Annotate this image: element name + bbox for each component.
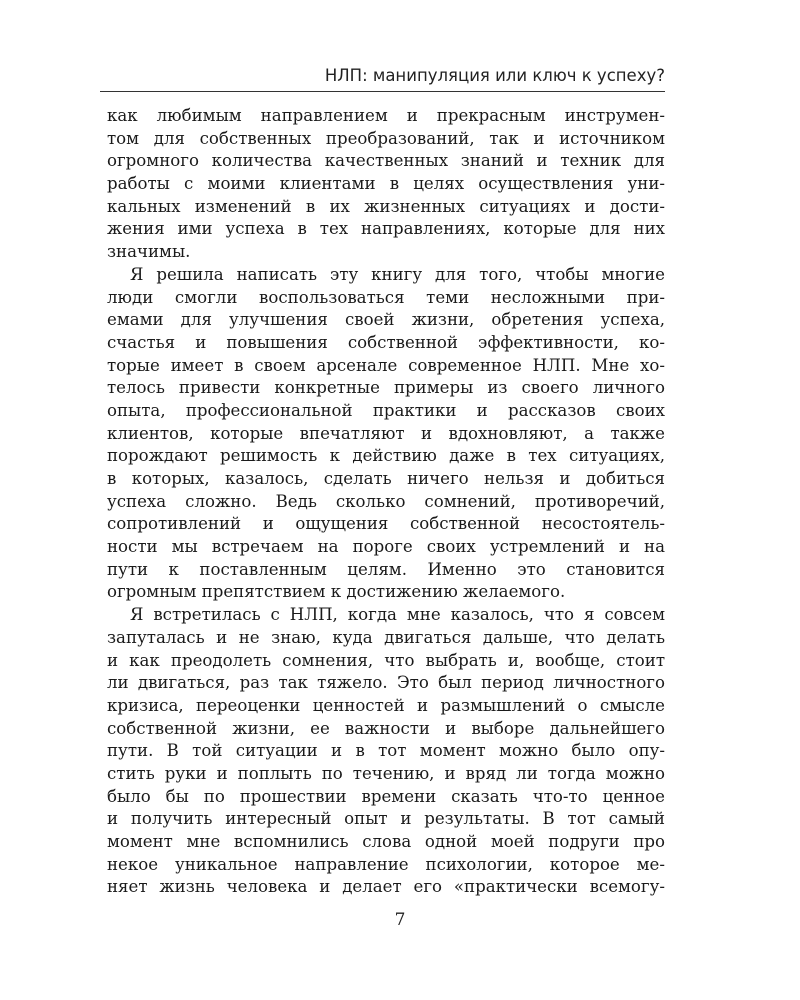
text-line: как любимым направлением и прекрасным инструмен- bbox=[107, 106, 665, 125]
text-line: в которых, казалось, сделать ничего нельзя и добиться bbox=[107, 469, 665, 488]
text-line: сопротивлений и ощущения собственной несостоятель- bbox=[107, 514, 665, 534]
text-line: счастья и повышения собственной эффективности, ко- bbox=[107, 332, 665, 352]
text-line: и получить интересный опыт и результаты. В тот самый bbox=[107, 809, 665, 829]
text-line: кризиса, переоценки ценностей и размышлений о смысле bbox=[107, 695, 665, 715]
text-line: порождают решимость к действию даже в тех ситуациях, bbox=[107, 446, 665, 466]
text-line: люди смогли воспользоваться теми несложными при- bbox=[107, 287, 665, 307]
text-line: Я встретилась с НЛП, когда мне казалось, что я совсем bbox=[130, 605, 665, 625]
text-line: кальных изменений в их жизненных ситуациях и дости- bbox=[107, 196, 665, 216]
text-line: няет жизнь человека и делает его «практически всемогу- bbox=[107, 877, 665, 897]
text-line: огромного количества качественных знаний и техник для bbox=[107, 151, 665, 171]
text-line: ли двигаться, раз так тяжело. Это был период личностного bbox=[107, 673, 665, 693]
text-line: емами для улучшения своей жизни, обретения успеха, bbox=[107, 310, 665, 330]
text-line: стить руки и поплыть по течению, и вряд ли тогда можно bbox=[107, 763, 665, 783]
text-line: работы с моими клиентами в целях осуществления уни- bbox=[107, 174, 665, 194]
text-line: пути к поставленным целям. Именно это становится bbox=[107, 559, 665, 579]
text-line: значимы. bbox=[107, 242, 191, 262]
text-line: некое уникальное направление психологии, которое ме- bbox=[107, 854, 665, 874]
text-line: жения ими успеха в тех направлениях, которые для них bbox=[107, 219, 665, 239]
text-line: и как преодолеть сомнения, что выбрать и, вообще, стоит bbox=[107, 650, 665, 670]
running-head: НЛП: манипуляция или ключ к успеху? bbox=[324, 66, 665, 85]
text-line: ности мы встречаем на пороге своих устремлений и на bbox=[107, 537, 665, 557]
text-line: опыта, профессиональной практики и рассказов своих bbox=[107, 400, 665, 420]
text-line: успеха сложно. Ведь сколько сомнений, противоречий, bbox=[107, 491, 665, 511]
text-line: торые имеет в своем арсенале современное НЛП. Мне хо- bbox=[107, 355, 665, 375]
header-rule bbox=[100, 91, 665, 92]
text-line: Я решила написать эту книгу для того, чтобы многие bbox=[130, 264, 665, 284]
page-body bbox=[107, 105, 665, 899]
text-line: клиентов, которые впечатляют и вдохновляют, а также bbox=[107, 423, 665, 443]
text-line: огромным препятствием к достижению желаемого. bbox=[107, 582, 566, 602]
text-line: было бы по прошествии времени сказать что-то ценное bbox=[107, 786, 665, 806]
text-line: телось привести конкретные примеры из своего личного bbox=[107, 378, 665, 398]
text-line: запуталась и не знаю, куда двигаться дальше, что делать bbox=[107, 627, 665, 647]
text-line: собственной жизни, ее важности и выборе дальнейшего bbox=[107, 718, 665, 738]
text-line: момент мне вспомнились слова одной моей подруги про bbox=[107, 832, 665, 851]
text-line: том для собственных преобразований, так и источником bbox=[107, 128, 665, 148]
page-number: 7 bbox=[394, 910, 406, 930]
text-line: пути. В той ситуации и в тот момент можно было опу- bbox=[107, 741, 665, 761]
